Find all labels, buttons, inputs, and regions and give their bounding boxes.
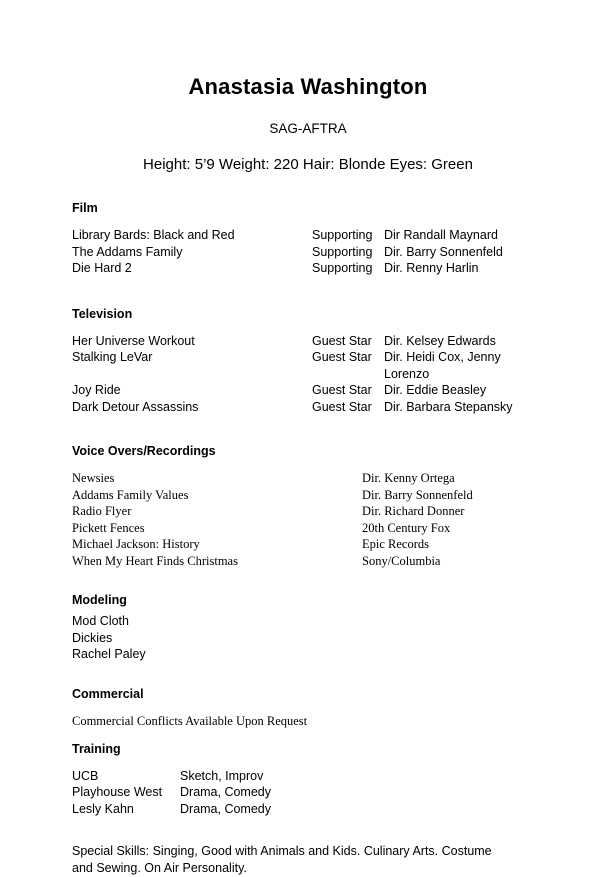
section-heading-modeling: Modeling <box>72 593 127 607</box>
credit-title: Die Hard 2 <box>72 261 132 275</box>
credit-title: Newsies <box>72 471 115 485</box>
credit-role: Guest Star <box>312 399 372 414</box>
credit-title: Radio Flyer <box>72 504 132 518</box>
credit-director: Dir. Heidi Cox, Jenny Lorenzo <box>384 350 501 381</box>
credit-title: Her Universe Workout <box>72 333 195 348</box>
credit-title: Library Bards: Black and Red <box>72 228 235 242</box>
training-subjects: Drama, Comedy <box>180 801 271 816</box>
credit-director: Dir. Kelsey Edwards <box>384 333 496 348</box>
table-row <box>72 768 544 785</box>
training-school: UCB <box>72 768 99 783</box>
credit-role: Supporting <box>312 244 373 259</box>
table-row <box>72 784 544 801</box>
table-row <box>72 260 544 277</box>
television-credits-table <box>72 333 544 416</box>
credit-director: 20th Century Fox <box>362 520 451 535</box>
table-row <box>72 333 544 350</box>
credit-director: Epic Records <box>362 537 429 551</box>
table-row <box>72 487 544 504</box>
film-credits-table <box>72 227 544 277</box>
credit-role: Supporting <box>312 261 373 275</box>
table-row <box>72 801 544 818</box>
voice-over-credits-table <box>72 470 544 569</box>
section-heading-training: Training <box>72 741 121 756</box>
table-row <box>72 553 544 570</box>
union-affiliation: SAG-AFTRA <box>269 121 347 136</box>
credit-director: Dir. Barbara Stepansky <box>384 399 513 414</box>
credit-title: Joy Ride <box>72 383 121 397</box>
credit-director: Dir. Richard Donner <box>362 504 465 518</box>
commercial-conflicts-note: Commercial Conflicts Available Upon Request <box>72 713 308 728</box>
credit-director: Dir. Kenny Ortega <box>362 471 455 485</box>
credit-director: Dir Randall Maynard <box>384 228 498 242</box>
credit-role: Supporting <box>312 228 373 242</box>
credit-role: Guest Star <box>312 333 372 348</box>
section-heading-television: Television <box>72 306 133 321</box>
table-row <box>72 382 544 399</box>
credit-title: Pickett Fences <box>72 520 145 535</box>
training-subjects: Drama, Comedy <box>180 785 271 799</box>
table-row <box>72 470 544 487</box>
credit-title: Stalking LeVar <box>72 350 153 364</box>
section-heading-voice-overs: Voice Overs/Recordings <box>72 444 216 458</box>
table-row <box>72 349 544 382</box>
training-subjects: Sketch, Improv <box>180 768 264 783</box>
credit-director: Dir. Renny Harlin <box>384 261 479 275</box>
credit-director: Sony/Columbia <box>362 553 441 568</box>
list-item: Mod Cloth <box>72 614 129 628</box>
credit-title: Addams Family Values <box>72 487 189 502</box>
credit-director: Dir. Eddie Beasley <box>384 383 487 397</box>
training-school: Playhouse West <box>72 785 163 799</box>
table-row <box>72 536 544 553</box>
credit-director: Dir. Barry Sonnenfeld <box>384 244 503 259</box>
special-skills: Special Skills: Singing, Good with Animals and Kids. Culinary Arts. Costume and Sewing. On Air Personality. <box>72 844 492 875</box>
table-row <box>72 520 544 537</box>
credit-title: The Addams Family <box>72 244 183 259</box>
modeling-list <box>72 613 544 663</box>
credit-director: Dir. Barry Sonnenfeld <box>362 487 473 502</box>
table-row <box>72 227 544 244</box>
credit-role: Guest Star <box>312 350 372 364</box>
credit-title: When My Heart Finds Christmas <box>72 553 238 568</box>
credit-title: Michael Jackson: History <box>72 537 200 551</box>
table-row <box>72 244 544 261</box>
table-row <box>72 503 544 520</box>
training-school: Lesly Kahn <box>72 801 134 816</box>
credit-title: Dark Detour Assassins <box>72 399 199 414</box>
section-heading-commercial: Commercial <box>72 686 144 701</box>
list-item: Dickies <box>72 630 113 645</box>
training-table <box>72 768 544 818</box>
section-heading-film: Film <box>72 201 98 215</box>
list-item: Rachel Paley <box>72 647 146 661</box>
table-row <box>72 399 544 416</box>
credit-role: Guest Star <box>312 383 372 397</box>
page-title: Anastasia Washington <box>188 74 428 99</box>
physical-stats: Height: 5’9 Weight: 220 Hair: Blonde Eyes: Green <box>143 156 473 173</box>
